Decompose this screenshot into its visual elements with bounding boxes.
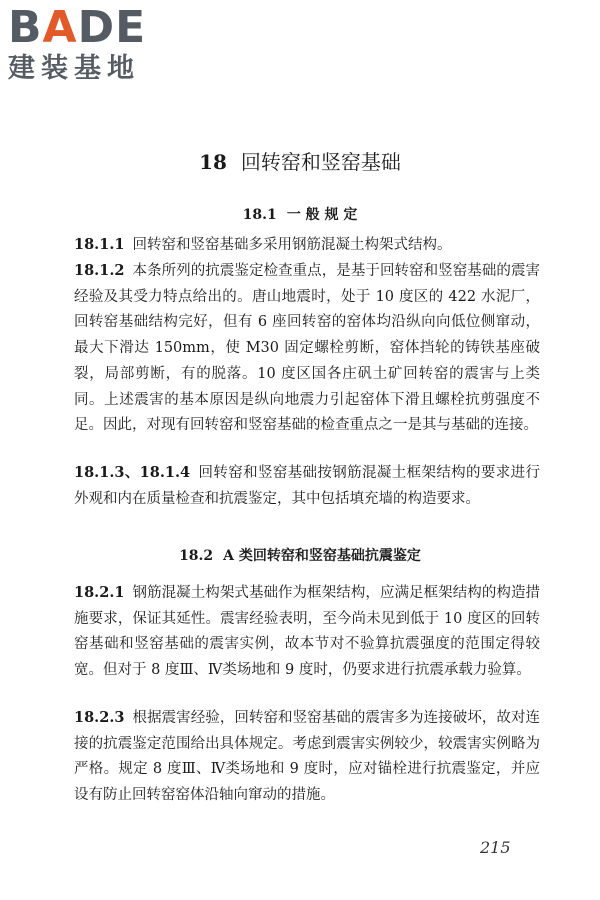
page-number: 215 [480, 838, 511, 857]
clause-number: 18.2.1 [74, 584, 125, 601]
clause-paragraph [74, 705, 540, 809]
section-name: A 类回转窑和竖窑基础抗震鉴定 [223, 548, 421, 564]
clause-paragraph [74, 580, 540, 684]
section-number: 18.2 [179, 548, 214, 564]
clause-text: 根据震害经验，回转窑和竖窑基础的震害多为连接破坏，故对连接的抗震鉴定范围给出具体规定。考虑到震害实例较少，较震害实例略为严格。规定 8 度Ⅲ、Ⅳ类场地和 9 度时，应对锚栓进行抗震鉴定，并应设有防止回转窑窑体沿轴向窜动的措施。 [74, 710, 540, 804]
section-heading [0, 545, 600, 565]
logo-letter: D [77, 2, 116, 53]
logo-wordmark [8, 2, 178, 53]
clause-paragraph [74, 460, 540, 512]
clause-number: 18.1.2 [74, 262, 125, 279]
section-name: 一 般 规 定 [286, 207, 358, 223]
clause-paragraph [74, 258, 540, 439]
clause-text: 本条所列的抗震鉴定检查重点，是基于回转窑和竖窑基础的震害经验及其受力特点给出的。唐山地震时，处于 10 度区的 422 水泥厂，回转窑基础结构完好，但有 6 座回转窑的窑体均沿纵向向低位侧窜动，最大下滑达 150mm，使 M30 固定螺栓剪断，窑体挡轮的铸铁基座破裂，局部剪断，有的脱落。10 度区国各庄矾土矿回转窑的震害与上类同。上述震害的基本原因是纵向地震力引起窑体下滑且螺栓抗剪强度不足。因此，对现有回转窑和竖窑基础的检查重点之一是其与基础的连接。 [74, 263, 540, 434]
logo-letter: B [8, 2, 43, 53]
clause-text: 回转窑和竖窑基础按钢筋混凝土框架结构的要求进行外观和内在质量检查和抗震鉴定，其中包括填充墙的构造要求。 [74, 465, 541, 507]
chapter-number: 18 [199, 150, 227, 174]
publisher-logo [8, 2, 178, 84]
chapter-name: 回转窑和竖窑基础 [240, 150, 401, 174]
clause-number: 18.1.1 [74, 236, 125, 253]
clause-paragraph [74, 232, 540, 259]
logo-letter-accent: A [42, 2, 78, 53]
section-number: 18.1 [242, 207, 277, 223]
logo-subtitle: 建装基地 [8, 53, 140, 84]
clause-text: 回转窑和竖窑基础多采用钢筋混凝土构架式结构。 [132, 237, 452, 253]
clause-number: 18.1.3、18.1.4 [74, 464, 191, 481]
clause-number: 18.2.3 [74, 709, 125, 726]
logo-letter: E [115, 2, 147, 53]
section-heading [0, 204, 600, 224]
clause-text: 钢筋混凝土构架式基础作为框架结构，应满足框架结构的构造措施要求，保证其延性。震害经验表明，至今尚未见到低于 10 度区的回转窑基础和竖窑基础的震害实例，故本节对不验算抗震强度的范围定得较宽。但对于 8 度Ⅲ、Ⅳ类场地和 9 度时，仍要求进行抗震承载力验算。 [74, 585, 540, 679]
chapter-title [0, 146, 600, 175]
